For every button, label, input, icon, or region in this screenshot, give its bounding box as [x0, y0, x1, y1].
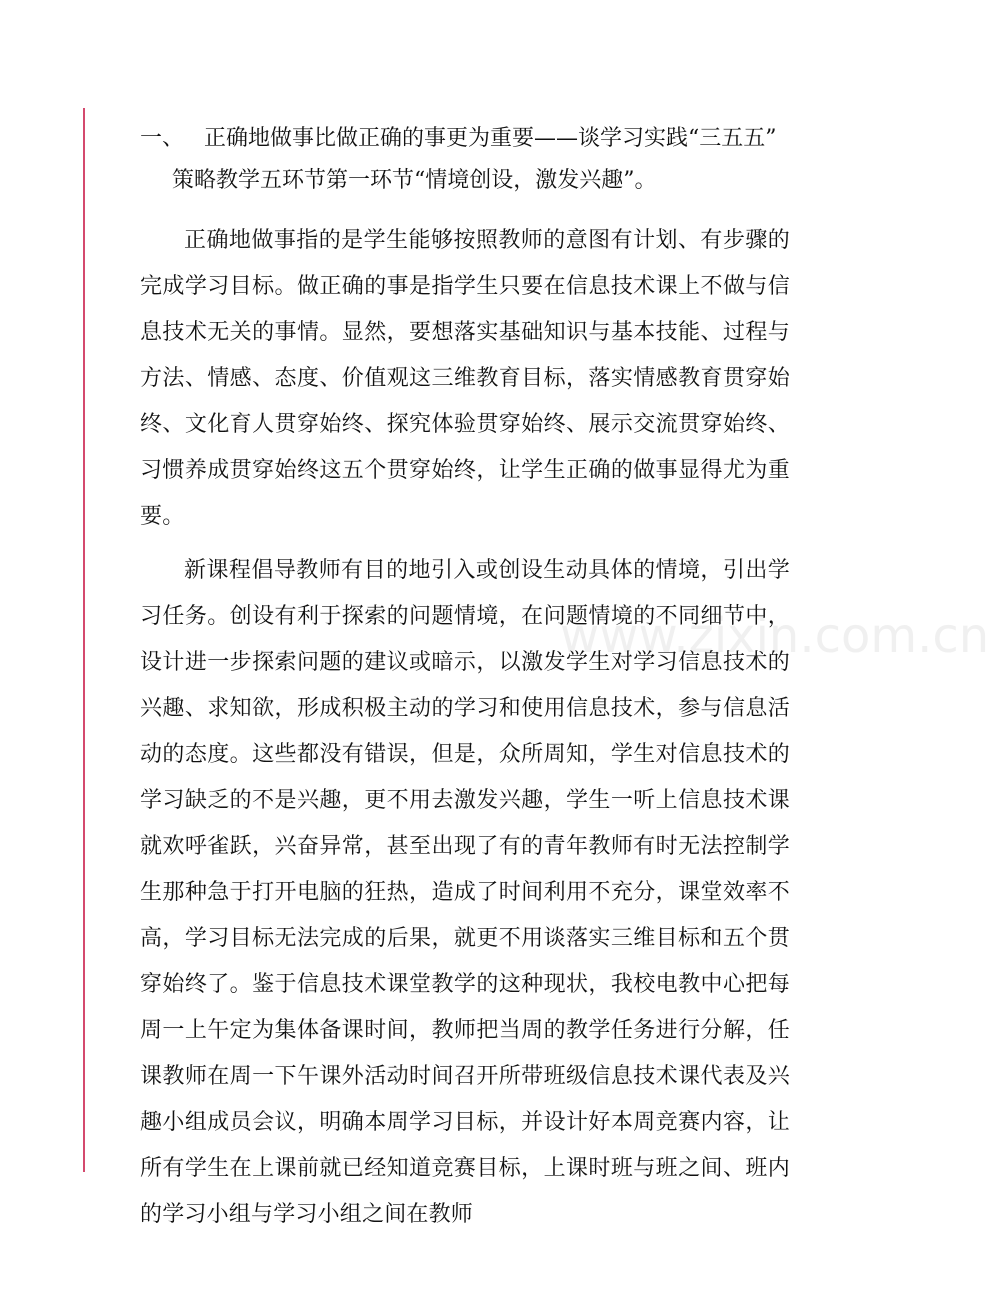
section-title-line2: 策略教学五环节第一环节“情境创设，激发兴趣”。 [172, 168, 657, 193]
section-heading [140, 118, 790, 160]
document-content [140, 118, 790, 1246]
paragraph-1: 正确地做事指的是学生能够按照教师的意图有计划、有步骤的完成学习目标。做正确的事是指学生只要在信息技术课上不做与信息技术无关的事情。显然，要想落实基础知识与基本技能、过程与方法、情感、态度、价值观这三维教育目标，落实情感教育贯穿始终、文化育人贯穿始终、探究体验贯穿始终、展示交流贯穿始终、习惯养成贯穿始终这五个贯穿始终，让学生正确的做事显得尤为重要。 [140, 228, 790, 529]
paragraph-2: 新课程倡导教师有目的地引入或创设生动具体的情境，引出学习任务。创设有利于探索的问题情境，在问题情境的不同细节中，设计进一步探索问题的建议或暗示，以激发学生对学习信息技术的兴趣、求知欲，形成积极主动的学习和使用信息技术，参与信息活动的态度。这些都没有错误，但是，众所周知，学生对信息技术的学习缺乏的不是兴趣，更不用去激发兴趣，学生一听上信息技术课就欢呼雀跃，兴奋异常，甚至出现了有的青年教师有时无法控制学生那种急于打开电脑的狂热，造成了时间利用不充分，课堂效率不高，学习目标无法完成的后果，就更不用谈落实三维目标和五个贯穿始终了。鉴于信息技术课堂教学的这种现状，我校电教中心把每周一上午定为集体备课时间，教师把当周的教学任务进行分解，任课教师在周一下午课外活动时间召开所带班级信息技术课代表及兴趣小组成员会议，明确本周学习目标，并设计好本周竞赛内容，让所有学生在上课前就已经知道竞赛目标，上课时班与班之间、班内的学习小组与学习小组之间在教师 [140, 558, 790, 1227]
section-title-line1: 正确地做事比做正确的事更为重要——谈学习实践“三五五” [204, 126, 777, 151]
section-number: 一、 [140, 126, 185, 151]
margin-rule [83, 108, 85, 1172]
watermark: www.zixin.com.cn [560, 608, 989, 664]
